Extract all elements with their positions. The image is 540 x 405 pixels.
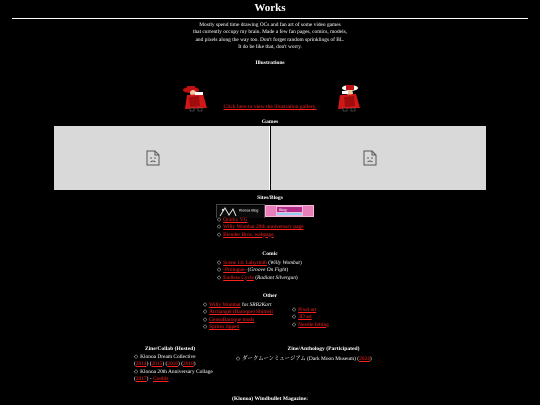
game-embed-right[interactable] xyxy=(271,126,486,190)
banner-left-text: Klonoa Blog xyxy=(239,208,259,213)
zine-year-link[interactable]: 2014 xyxy=(135,361,147,368)
intro-line: and pixels along the way too. Don't forget random sprinklings of BL. xyxy=(195,36,345,43)
site-link[interactable]: Quirky VG xyxy=(223,217,248,223)
comic-link[interactable]: Endless Cycle xyxy=(223,274,254,281)
list-item xyxy=(292,307,329,314)
diamond-bullet-icon: ◇ xyxy=(203,302,208,308)
zine-year-link[interactable]: 2015 xyxy=(151,361,163,368)
comic-list xyxy=(217,260,302,282)
other-list-right xyxy=(292,307,329,329)
game-embed-left[interactable] xyxy=(54,126,269,190)
zine-en-title: (Dark Moon Museum) ( xyxy=(305,356,360,362)
intro-line: Mostly spend time drawing OCs and fan art of some video games xyxy=(199,22,341,28)
games-heading: Games xyxy=(261,119,279,125)
list-item: (2017) - Credits xyxy=(134,375,169,382)
banner-right-text: Blog xyxy=(279,208,287,212)
zine-paren-close: ) xyxy=(369,356,372,362)
comic-source: Groove On Fight xyxy=(249,267,287,274)
sites-heading: Sites/Blogs xyxy=(257,195,283,201)
windbullet-heading: (Klonoa) Windbullet Magazine: xyxy=(232,396,308,402)
sites-list xyxy=(217,217,304,239)
zine-year-link[interactable]: 2024 xyxy=(359,356,370,362)
diamond-bullet-icon: ◇ xyxy=(217,224,222,231)
list-item: (2014) (2015) (2016) (2018) xyxy=(134,361,196,368)
comic-source: Radiant Silvergun xyxy=(257,274,296,281)
diamond-bullet-icon: ◇ xyxy=(217,274,222,281)
other-heading: Other xyxy=(262,293,278,299)
diamond-bullet-icon: ◇ xyxy=(217,267,222,274)
page-title: Works xyxy=(254,2,286,14)
other-link[interactable]: Willy Wombat xyxy=(209,302,241,308)
list-item xyxy=(292,322,329,329)
other-link[interactable]: Sprites ripped xyxy=(209,323,240,330)
broken-image-icon xyxy=(146,150,160,166)
title-divider xyxy=(12,18,528,19)
list-item xyxy=(203,324,273,331)
broken-image-icon xyxy=(363,150,377,166)
illustration-gallery-link[interactable]: Click here to view the illustration gallery. xyxy=(223,104,317,110)
site-link[interactable]: Blender Bros. webpage xyxy=(223,231,274,238)
comic-paren-open: ( xyxy=(266,260,271,266)
comic-paren-open: ( xyxy=(246,267,250,274)
games-divider xyxy=(269,126,270,190)
other-link[interactable]: Pixel art xyxy=(298,307,317,313)
other-list-left xyxy=(203,302,273,331)
zine-hosted-list xyxy=(134,354,213,383)
diamond-bullet-icon: ◇ xyxy=(292,314,297,321)
diamond-bullet-icon: ◇ xyxy=(134,354,139,360)
pink-blog-banner[interactable] xyxy=(265,204,314,216)
zine-participated-list xyxy=(236,356,372,363)
site-link[interactable]: Willy Wombat 20th anniversary page xyxy=(223,224,304,231)
list-item xyxy=(217,217,304,224)
illustration-gallery-row xyxy=(0,104,540,110)
credits-link[interactable]: Credits xyxy=(152,375,169,382)
list-item xyxy=(134,369,213,376)
zine-title: Klonoa Dream Collective xyxy=(140,354,196,360)
diamond-bullet-icon: ◇ xyxy=(203,323,208,330)
comic-paren-close: ) xyxy=(286,267,289,274)
list-item xyxy=(217,275,302,282)
comic-source: Willy Wombat xyxy=(270,260,300,266)
diamond-bullet-icon: ◇ xyxy=(203,316,208,323)
other-link[interactable]: GensoBaroque mods xyxy=(209,316,255,323)
zine-participated-heading: Zine/Anthology (Participated) xyxy=(287,346,360,352)
list-item xyxy=(217,267,302,274)
other-link[interactable]: Archangel (Baroque) Shimeji xyxy=(209,309,273,316)
list-item xyxy=(217,224,304,231)
comic-heading: Comic xyxy=(262,251,278,257)
zine-year-link[interactable]: 2017 xyxy=(135,375,147,382)
comic-paren-close: ) xyxy=(295,274,298,281)
zine-year-link[interactable]: 2016 xyxy=(167,361,179,368)
diamond-bullet-icon: ◇ xyxy=(134,368,139,375)
zine-year-link[interactable]: 2018 xyxy=(183,361,194,368)
intro-line: that currently occupy my brain. Made a few fan pages, comics, models, xyxy=(192,29,348,36)
diamond-bullet-icon: ◇ xyxy=(292,307,297,313)
diamond-bullet-icon: ◇ xyxy=(236,356,241,362)
list-item xyxy=(236,356,372,363)
diamond-bullet-icon: ◇ xyxy=(217,231,222,238)
diamond-bullet-icon: ◇ xyxy=(217,260,222,266)
comic-paren-open: ( xyxy=(253,274,258,281)
other-link[interactable]: Needle felting xyxy=(298,321,329,328)
comic-paren-close: ) xyxy=(299,260,302,266)
diamond-bullet-icon: ◇ xyxy=(203,309,208,316)
diamond-bullet-icon: ◇ xyxy=(217,217,222,223)
comic-link[interactable]: -Prologue- xyxy=(223,267,247,274)
list-item xyxy=(203,317,273,324)
comic-link[interactable]: Scene 14: Labyrinth xyxy=(223,260,267,266)
pink-banner-art xyxy=(265,205,314,217)
zine-jp-title: ダークムーンミュージアム xyxy=(242,356,306,362)
intro-line: It do be like that, don't worry. xyxy=(238,43,302,50)
intro-text xyxy=(0,22,540,51)
list-item xyxy=(203,309,273,316)
zine-hosted-heading: Zine/Collab (Hosted) xyxy=(144,346,196,352)
diamond-bullet-icon: ◇ xyxy=(292,321,297,328)
klonoa-blog-banner[interactable] xyxy=(216,204,265,218)
zine-title: Klonoa 20th Anniversary Collage xyxy=(140,368,213,375)
other-tail: for xyxy=(240,302,250,308)
list-item xyxy=(217,232,304,239)
other-link[interactable]: 3D art xyxy=(298,314,312,321)
list-item xyxy=(292,314,329,321)
other-tail-italic: SRB2Kart xyxy=(249,302,272,308)
illustrations-heading: Illustrations xyxy=(255,60,285,66)
